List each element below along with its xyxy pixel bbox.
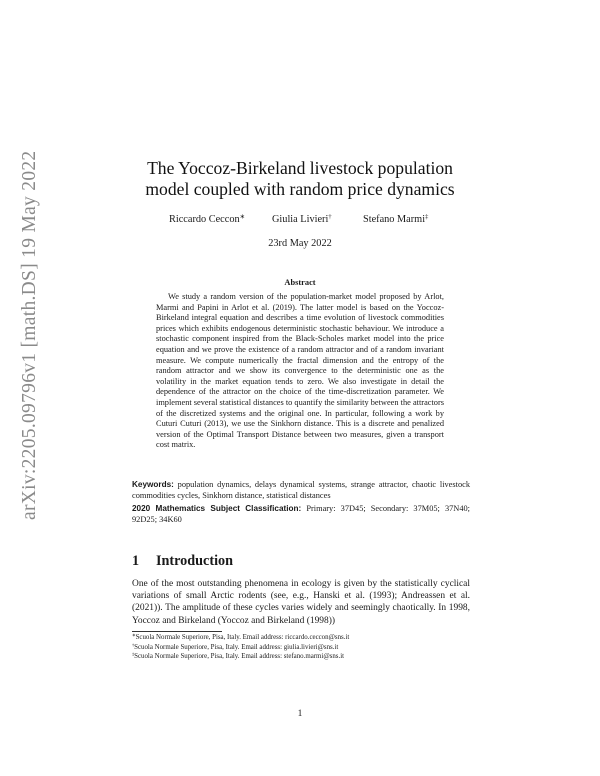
page-number: 1	[297, 709, 303, 719]
footnote-3-mark: ‡	[132, 651, 135, 657]
paper-title	[100, 158, 500, 200]
keywords-label: Keywords:	[132, 480, 174, 489]
author-2	[272, 214, 332, 225]
abstract-body: We study a random version of the population-market model proposed by Arlot, Marmi and Papini in Arlot et al. (2019). The latter model is based on the Yoccoz-Birkeland integral equation and describes a time evolution of livestock commodities prices which exhibits endogenous deterministic stochastic behaviour. We introduce a stochastic component inspired from the Black-Scholes market model into the price equation and we prove the existence of a random attractor and of a random invariant measure. We compute numerically the fractal dimension and the entropy of the random attractor and we show its convergence to the deterministic one as the volatility in the market equation tends to zero. We also investigate in detail the dependence of the attractor on the choice of the time-discretization parameter. We implement several statistical distances to quantify the similarity between the attractors of the discretized systems and the original one. In particular, following a work by Cuturi Cuturi (2013), we use the Sinkhorn distance. This is a discrete and penalized version of the Optimal Transport Distance between two measures, given a transport cost matrix.	[156, 292, 444, 450]
footnote-3	[132, 652, 470, 662]
msc-label: 2020 Mathematics Subject Classification:	[132, 504, 302, 513]
footnote-1-text: Scuola Normale Superiore, Pisa, Italy. Email address: riccardo.ceccon@sns.it	[135, 634, 350, 641]
title-line-1: The Yoccoz-Birkeland livestock population	[147, 158, 453, 178]
footnote-1	[132, 633, 470, 643]
section-heading	[132, 553, 233, 570]
author-3	[363, 214, 428, 225]
author-1	[169, 214, 245, 225]
keywords-text: population dynamics, delays dynamical systems, strange attractor, chaotic livestock commodities cycles, Sinkhorn distance, statistical distances	[132, 480, 470, 500]
author-3-name: Stefano Marmi	[363, 214, 426, 225]
title-line-2: model coupled with random price dynamics	[145, 179, 455, 199]
author-2-mark: †	[328, 213, 332, 221]
footnote-2-mark: †	[132, 642, 135, 648]
keywords	[132, 480, 470, 501]
footnote-2-text: Scuola Normale Superiore, Pisa, Italy. Email address: giulia.livieri@sns.it	[134, 643, 339, 651]
footnote-2	[132, 643, 470, 653]
footnotes	[132, 633, 470, 662]
intro-paragraph: One of the most outstanding phenomena in ecology is given by the statistically cyclical variations of small Arctic rodents (see, e.g., Hanski et al. (1993); Andreassen et al. (2021)). The amplitude of these cycles varies widely and seemingly chaotically. In 1998, Yoccoz and Birkeland (Yoccoz and Birkeland (1998))	[132, 579, 470, 626]
footnote-1-mark: ∗	[132, 632, 136, 638]
section-title: Introduction	[156, 553, 233, 569]
msc-classification	[132, 504, 470, 525]
footnote-3-text: Scuola Normale Superiore, Pisa, Italy. Email address: stefano.marmi@sns.it	[134, 653, 345, 661]
author-2-name: Giulia Livieri	[272, 214, 329, 225]
publication-date: 23rd May 2022	[268, 238, 332, 249]
author-3-mark: ‡	[425, 213, 429, 221]
arxiv-identifier: arXiv:2205.09796v1 [math.DS] 19 May 2022	[19, 150, 40, 520]
author-1-mark: ∗	[239, 213, 245, 221]
abstract-heading: Abstract	[284, 278, 316, 287]
msc-text: Primary: 37D45; Secondary: 37M05; 37N40; 92D25; 34K60	[132, 504, 470, 524]
footnote-rule	[132, 631, 222, 632]
author-list	[0, 214, 600, 228]
section-number: 1	[132, 553, 140, 569]
author-1-name: Riccardo Ceccon	[169, 214, 240, 225]
